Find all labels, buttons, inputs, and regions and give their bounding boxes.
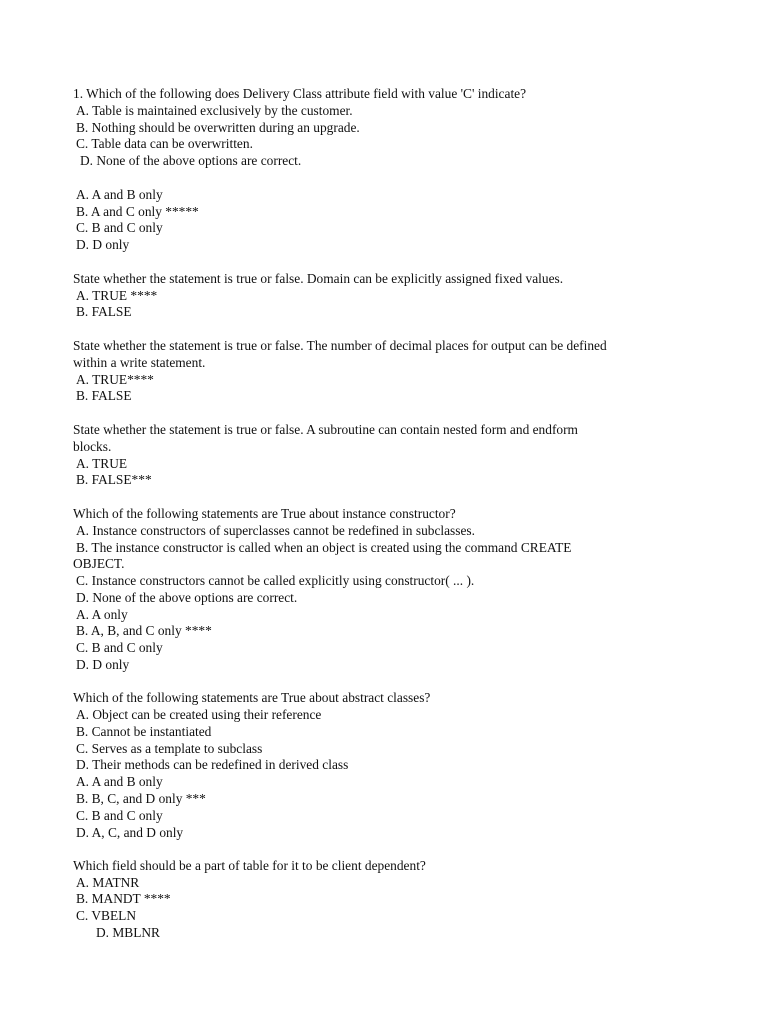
question-6-option-a: A. A and B only [76, 774, 163, 789]
question-6-text: Which of the following statements are True about abstract classes? [73, 690, 431, 705]
question-1-option-b: B. A and C only ***** [76, 204, 199, 219]
question-7-option-b: B. MANDT **** [76, 891, 171, 906]
question-7-option-a: A. MATNR [76, 875, 140, 890]
question-6-option-d: D. A, C, and D only [76, 825, 184, 840]
question-5-statement-b-line-2: OBJECT. [73, 556, 125, 571]
question-2-option-a: A. TRUE **** [76, 288, 158, 303]
question-5-option-a: A. A only [76, 607, 128, 622]
question-5-option-c: C. B and C only [76, 640, 163, 655]
question-5-statement-d: D. None of the above options are correct. [76, 590, 298, 605]
question-1-text: 1. Which of the following does Delivery Class attribute field with value 'C' indicate? [73, 86, 527, 101]
question-6-statement-d: D. Their methods can be redefined in derived class [76, 757, 349, 772]
question-7-option-d: D. MBLNR [96, 925, 160, 940]
question-6-statement-a: A. Object can be created using their reference [76, 707, 322, 722]
question-3-option-a: A. TRUE**** [76, 372, 154, 387]
question-2-text: State whether the statement is true or false. Domain can be explicitly assigned fixed values. [73, 271, 564, 286]
question-4-option-b: B. FALSE*** [76, 472, 152, 487]
question-6-statement-c: C. Serves as a template to subclass [76, 741, 263, 756]
question-5-option-d: D. D only [76, 657, 130, 672]
question-7-option-c: C. VBELN [76, 908, 137, 923]
question-4-option-a: A. TRUE [76, 456, 128, 471]
question-6-option-c: C. B and C only [76, 808, 163, 823]
question-5-statement-a: A. Instance constructors of superclasses cannot be redefined in subclasses. [76, 523, 475, 538]
question-1-option-c: C. B and C only [76, 220, 163, 235]
question-3-option-b: B. FALSE [76, 388, 132, 403]
question-1-statement-b: B. Nothing should be overwritten during an upgrade. [76, 120, 360, 135]
question-1-statement-c: C. Table data can be overwritten. [76, 136, 253, 151]
question-6-option-b: B. B, C, and D only *** [76, 791, 206, 806]
question-1-option-a: A. A and B only [76, 187, 163, 202]
question-5-option-b: B. A, B, and C only **** [76, 623, 212, 638]
question-4-text-line-2: blocks. [73, 439, 112, 454]
question-1-option-d: D. D only [76, 237, 130, 252]
question-7-text: Which field should be a part of table for it to be client dependent? [73, 858, 426, 873]
question-5-statement-c: C. Instance constructors cannot be called explicitly using constructor( ... ). [76, 573, 475, 588]
question-6-statement-b: B. Cannot be instantiated [76, 724, 212, 739]
question-4-text-line-1: State whether the statement is true or false. A subroutine can contain nested form and endform [73, 422, 578, 437]
question-5-text: Which of the following statements are True about instance constructor? [73, 506, 456, 521]
question-1-statement-a: A. Table is maintained exclusively by the customer. [76, 103, 353, 118]
question-1-statement-d: D. None of the above options are correct. [80, 153, 302, 168]
question-5-statement-b-line-1: B. The instance constructor is called when an object is created using the command CREATE [76, 540, 572, 555]
question-3-text-line-1: State whether the statement is true or false. The number of decimal places for output can be defined [73, 338, 607, 353]
question-3-text-line-2: within a write statement. [73, 355, 206, 370]
question-2-option-b: B. FALSE [76, 304, 132, 319]
